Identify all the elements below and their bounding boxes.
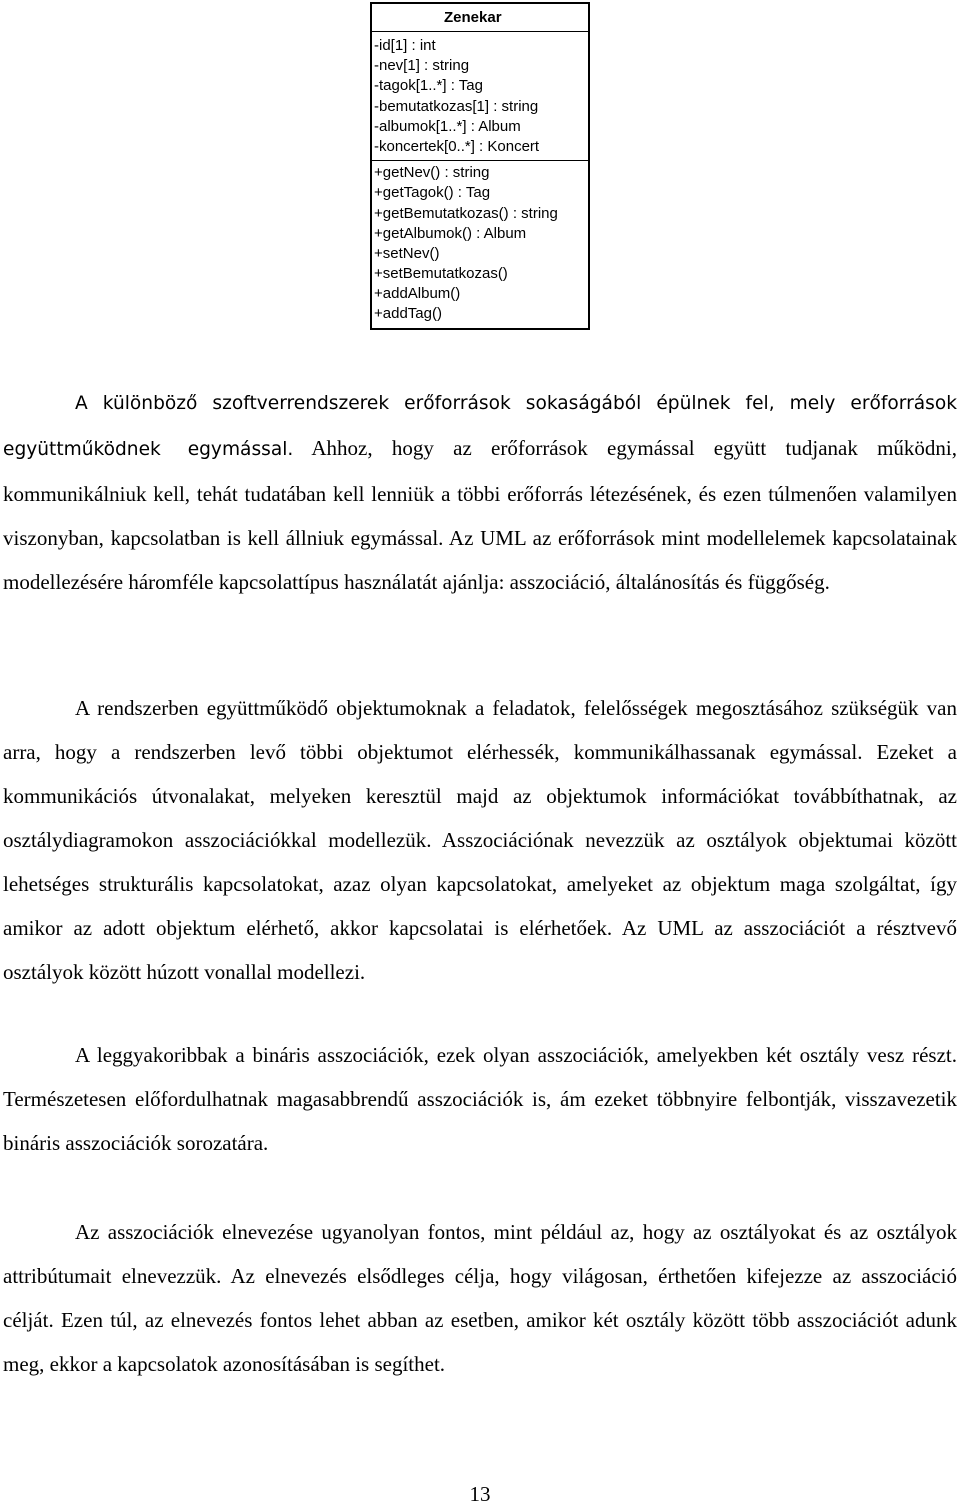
paragraph-naming-body: Az asszociációk elnevezése ugyanolyan fontos, mint például az, hogy az osztályokat és az osztályok attribútumait elnevezzük. Az elnevezés elsődleges célja, hogy világosan, érthetően kifejezze az asszociáció célját. Ezen túl, az elnevezés fontos lehet abban az esetben, amikor két osztály között több asszociációt adunk meg, ekkor a kapcsolatok azonosításában is segíthet.	[3, 1220, 957, 1376]
uml-method: +setBemutatkozas()	[374, 265, 508, 283]
paragraph-naming	[3, 1210, 957, 1386]
uml-method: +setNev()	[374, 244, 440, 262]
page-number: 13	[469, 1482, 491, 1506]
uml-class-title: Zenekar	[372, 4, 588, 32]
uml-method: +getAlbumok() : Album	[374, 224, 527, 242]
uml-class-box	[370, 2, 590, 330]
paragraph-binary	[3, 1033, 957, 1165]
uml-method: +addAlbum()	[374, 285, 461, 303]
paragraph-association	[3, 686, 957, 994]
paragraph-intro-body: Ahhoz, hogy az erőforrások egymással együtt tudjanak működni, kommunikálniuk kell, tehát tudatában kell lenniük a többi erőforrás létezésének, és ezen túlmenően valamilyen viszonyban, kapcsolatban is kell állniuk egymással. Az UML az erőforrások mint modellelemek kapcsolatainak modellezésére háromféle kapcsolattípus használatát ajánlja: asszociáció, általánosítás és függőség.	[3, 436, 957, 594]
uml-attribute: -id[1] : int	[374, 37, 436, 54]
uml-attributes-section	[372, 32, 588, 161]
uml-attribute: -tagok[1..*] : Tag	[374, 77, 483, 95]
uml-attribute: -albumok[1..*] : Album	[374, 117, 521, 135]
uml-method: +getTagok() : Tag	[374, 184, 491, 202]
paragraph-intro	[3, 380, 957, 604]
uml-method: +addTag()	[374, 305, 442, 323]
paragraph-binary-body: A leggyakoribbak a bináris asszociációk, ezek olyan asszociációk, amelyekben két osztály vesz részt. Természetesen előfordulhatnak magasabbrendű asszociációk is, ám ezeket többnyire felbontják, visszavezetik bináris asszociációk sorozatára.	[3, 1043, 957, 1155]
uml-attribute: -nev[1] : string	[374, 57, 470, 75]
uml-method: +getNev() : string	[374, 164, 490, 182]
paragraph-intro-lead: A különböző szoftverrendszerek erőforrások sokaságából épülnek fel, mely erőforrások együttműködnek egymással.	[3, 393, 957, 460]
uml-attribute: -bemutatkozas[1] : string	[374, 97, 539, 115]
uml-methods-section	[372, 161, 588, 328]
paragraph-association-body: A rendszerben együttműködő objektumoknak a feladatok, felelősségek megosztásához szükségük van arra, hogy a rendszerben levő többi objektumot elérhessék, kommunikálhassanak egymással. Ezeket a kommunikációs útvonalakat, melyeken keresztül majd az objektumok információkat továbbíthatnak, az osztálydiagramokon asszociációkkal modellezük. Asszociációnak nevezzük az osztályok objektumai között lehetséges strukturális kapcsolatokat, azaz olyan kapcsolatokat, amelyeket az objektum maga szolgáltat, így amikor az adott objektum elérhető, akkor kapcsolatai is elérhetőek. Az UML az asszociációt a résztvevő osztályok között húzott vonallal modellezi.	[3, 696, 957, 984]
uml-method: +getBemutatkozas() : string	[374, 204, 558, 222]
uml-attribute: -koncertek[0..*] : Koncert	[374, 137, 540, 155]
